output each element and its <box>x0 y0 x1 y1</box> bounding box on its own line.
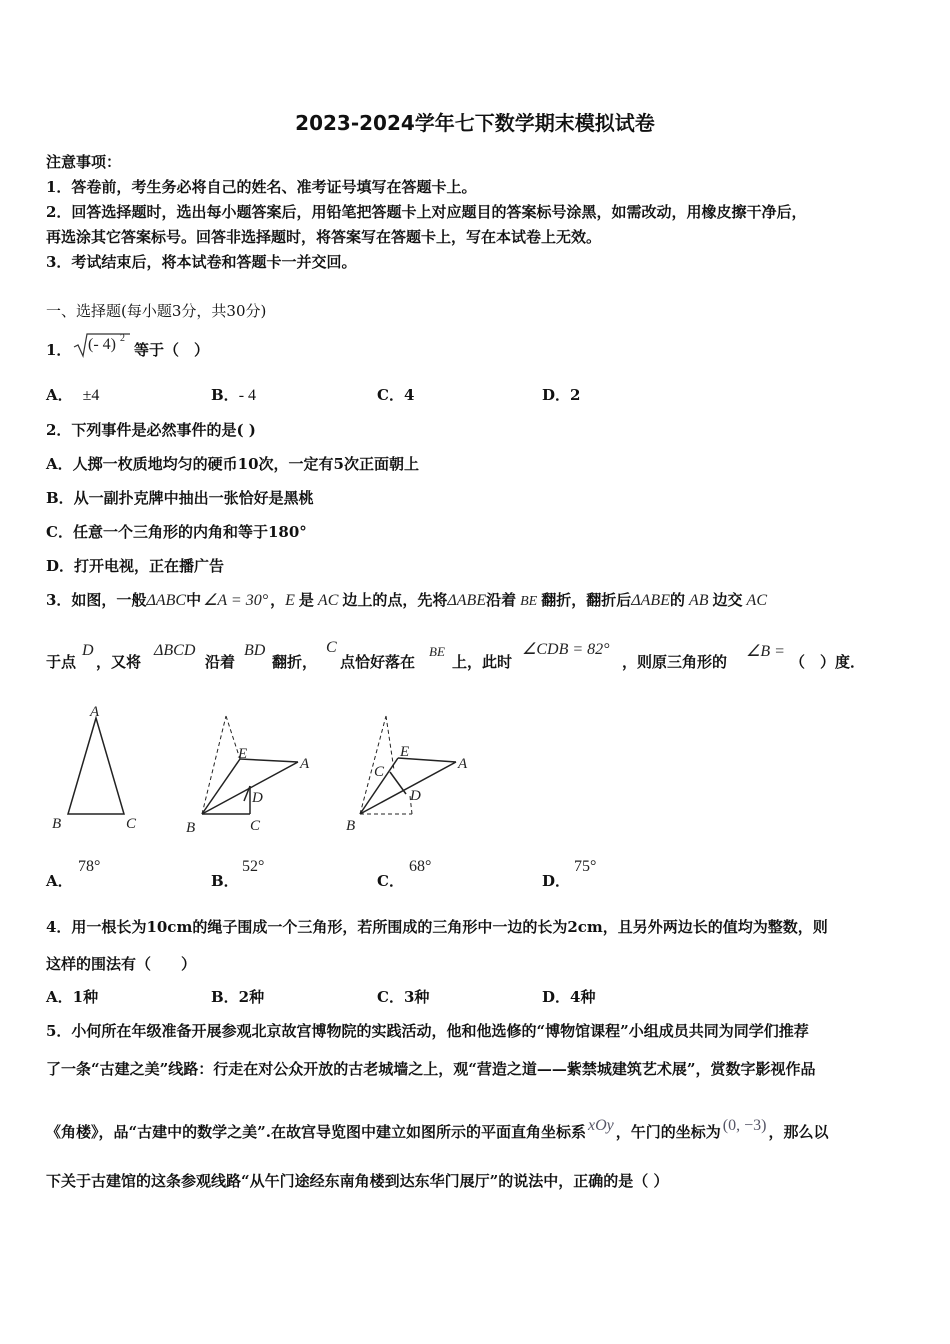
label-a: A <box>300 756 310 772</box>
q3-option-b-value: 52° <box>242 858 265 875</box>
math-angle-b: ∠B = <box>746 643 785 660</box>
q3-figure-2 <box>180 700 320 840</box>
q4-option-d[interactable]: D．4种 <box>542 988 596 1006</box>
q4-option-a[interactable]: A．1种 <box>46 988 99 1006</box>
notice-line: 再选涂其它答案标号。回答非选择题时，将答案写在答题卡上，写在本试卷上无效。 <box>46 228 602 246</box>
q3-option-d[interactable]: D． <box>542 872 571 890</box>
question-number: 1． <box>46 341 72 359</box>
question-3-line-2-f: 上，此时 <box>452 653 513 671</box>
question-1 <box>46 340 71 360</box>
q3-option-d-value: 75° <box>574 858 597 875</box>
math-bd: BD <box>244 642 266 659</box>
label-c: C <box>250 818 261 834</box>
label-a: A <box>90 704 100 720</box>
question-1-tail: 等于（ ） <box>134 341 210 359</box>
label-d: D <box>410 788 421 804</box>
q3-option-c-value: 68° <box>409 858 432 875</box>
label-d: D <box>252 790 263 806</box>
q3-figure-3 <box>344 700 484 840</box>
math-bcd: ΔBCD <box>154 642 196 659</box>
question-5-line-2: 了一条“古建之美”线路：行走在对公众开放的古老城墙之上，观“营造之道——紫禁城建筑艺术展”，赏数字影视作品 <box>46 1060 816 1078</box>
q3-option-c[interactable]: C． <box>377 872 404 890</box>
notice-line: 3．考试结束后，将本试卷和答题卡一并交回。 <box>46 253 357 271</box>
q1-option-a[interactable]: A． ±4 <box>46 386 100 404</box>
question-2: 2．下列事件是必然事件的是( ) <box>46 421 256 439</box>
q2-option-c[interactable]: C．任意一个三角形的内角和等于180° <box>46 523 307 541</box>
section-heading: 一、选择题(每小题3分，共30分) <box>46 302 267 320</box>
label-c: C <box>374 764 385 780</box>
notice-line: 2．回答选择题时，选出每小题答案后，用铅笔把答题卡上对应题目的答案标号涂黑，如需改动，用橡皮擦干净后， <box>46 203 807 221</box>
question-3-line-2-b: ，又将 <box>96 653 142 671</box>
math-be: BE <box>429 644 445 659</box>
notice-heading: 注意事项： <box>46 153 122 171</box>
label-b: B <box>52 816 62 830</box>
question-4-line-2: 这样的围法有（ ） <box>46 955 197 973</box>
question-4-line-1: 4．用一根长为10cm的绳子围成一个三角形，若所围成的三角形中一边的长为2cm，且另外两边长的值均为整数，则 <box>46 918 828 936</box>
label-a: A <box>458 756 468 772</box>
page-title: 2023-2024学年七下数学期末模拟试卷 <box>295 111 655 135</box>
math-c: C <box>326 639 337 656</box>
question-5-line-4: 下关于古建馆的这条参观线路“从午门途经东南角楼到达东华门展厅”的说法中，正确的是（ ） <box>46 1172 669 1190</box>
q3-option-a[interactable]: A． <box>46 872 73 890</box>
math-coordinate: (0, −3) <box>722 1117 767 1134</box>
q4-option-b[interactable]: B．2种 <box>211 988 265 1006</box>
question-3-line-2-e: 点恰好落在 <box>340 653 416 671</box>
question-3-line-2-h: （ ）度． <box>790 653 866 671</box>
math-angle-cdb: ∠CDB = 82° <box>522 641 610 658</box>
q3-figure-1 <box>48 700 148 830</box>
q1-option-c[interactable]: C．4 <box>377 386 415 404</box>
math-d: D <box>82 642 94 659</box>
question-3-line-2-d: 翻折， <box>272 653 318 671</box>
question-5-line-3: 《角楼》，品“古建中的数学之美”.在故宫导览图中建立如图所示的平面直角坐标系 xOy ，午门的坐标为 (0, −3) ，那么以 <box>46 1117 829 1141</box>
q1-option-b[interactable]: B．- 4 <box>211 386 257 404</box>
label-b: B <box>186 820 196 836</box>
q4-option-c[interactable]: C．3种 <box>377 988 430 1006</box>
notice-line: 1．答卷前，考生务必将自己的姓名、准考证号填写在答题卡上。 <box>46 178 477 196</box>
q1-option-d[interactable]: D．2 <box>542 386 581 404</box>
question-3-line-2-g: ，则原三角形的 <box>622 653 728 671</box>
question-3-line-2-c: 沿着 <box>205 653 236 671</box>
q3-option-a-value: 78° <box>78 858 101 875</box>
question-3-line-1: 3．如图，一般ΔABC中 ∠A = 30° ，E 是 AC 边上的点，先将ΔABE沿着 BE 翻折，翻折后ΔABE的 AB 边交 AC <box>46 591 767 609</box>
question-5-line-1: 5．小何所在年级准备开展参观北京故宫博物院的实践活动，他和他选修的“博物馆课程”小组成员共同为同学们推荐 <box>46 1022 809 1040</box>
label-c: C <box>126 816 137 830</box>
exponent: 2 <box>120 333 125 344</box>
radicand: (- 4) <box>88 336 116 353</box>
q2-option-d[interactable]: D．打开电视，正在播广告 <box>46 557 225 575</box>
q3-option-b[interactable]: B． <box>211 872 239 890</box>
label-e: E <box>400 744 410 760</box>
math-xoy: xOy <box>587 1117 614 1134</box>
question-3-line-2-a: 于点 <box>46 653 77 671</box>
label-b: B <box>346 818 356 834</box>
q2-option-a[interactable]: A．人掷一枚质地均匀的硬币10次，一定有5次正面朝上 <box>46 455 419 473</box>
label-e: E <box>238 746 248 762</box>
q2-option-b[interactable]: B．从一副扑克牌中抽出一张恰好是黑桃 <box>46 489 314 507</box>
